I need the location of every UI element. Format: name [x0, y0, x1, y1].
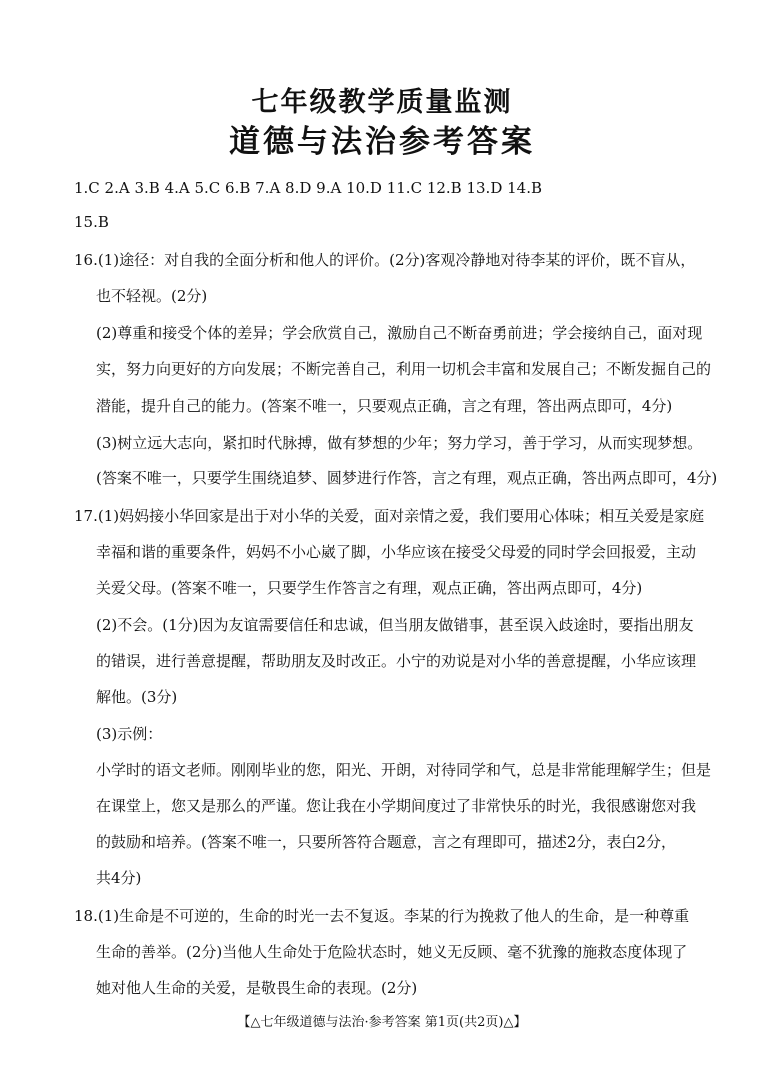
q17-line: 幸福和谐的重要条件，妈妈不小心崴了脚，小华应该在接受父母爱的同时学会回报爱，主动: [96, 543, 697, 561]
q17-line: (3)示例：: [96, 725, 163, 743]
q16-line: (答案不唯一，只要学生围绕追梦、圆梦进行作答，言之有理，观点正确，答出两点即可，4分): [96, 469, 718, 487]
q17-line: 的鼓励和培养。(答案不唯一，只要所答符合题意，言之有理即可，描述2分，表白2分，: [96, 833, 676, 851]
answer-key-title: 道德与法治参考答案: [229, 124, 535, 160]
exam-title: 七年级教学质量监测: [251, 87, 513, 118]
q16-line: 实，努力向更好的方向发展；不断完善自己，利用一切机会丰富和发展自己；不断发掘自己的: [96, 360, 712, 378]
q18-line: 生命的善举。(2分)当他人生命处于危险状态时，她义无反顾、毫不犹豫的施救态度体现了: [96, 943, 688, 961]
q17-line: 共4分): [96, 869, 142, 887]
q17-line: 小学时的语文老师。刚刚毕业的您，阳光、开朗，对待同学和气，总是非常能理解学生；但是: [96, 761, 712, 779]
q16-line: 潜能，提升自己的能力。(答案不唯一，只要观点正确，言之有理，答出两点即可，4分): [96, 397, 673, 415]
choice-answers-row-2: 15.B: [74, 213, 109, 231]
choice-answers-row-1: 1.C 2.A 3.B 4.A 5.C 6.B 7.A 8.D 9.A 10.D 11.C 12.B 13.D 14.B: [74, 179, 542, 197]
q17-line: 解他。(3分): [96, 688, 178, 706]
q16-line: (3)树立远大志向，紧扣时代脉搏，做有梦想的少年；努力学习，善于学习，从而实现梦想。: [96, 434, 703, 452]
q16-line: 也不轻视。(2分): [96, 287, 208, 305]
q17-line: 17.(1)妈妈接小华回家是出于对小华的关爱，面对亲情之爱，我们要用心体味；相互关爱是家庭: [74, 507, 705, 525]
q17-line: 在课堂上，您又是那么的严谨。您让我在小学期间度过了非常快乐的时光，我很感谢您对我: [96, 797, 697, 815]
q17-line: (2)不会。(1分)因为友谊需要信任和忠诚，但当朋友做错事，甚至误入歧途时，要指出朋友: [96, 616, 694, 634]
q16-line: 16.(1)途径：对自我的全面分析和他人的评价。(2分)客观冷静地对待李某的评价，既不盲从，: [74, 251, 696, 269]
page-footer: 【△七年级道德与法治·参考答案 第1页(共2页)△】: [237, 1015, 527, 1030]
q18-line: 她对他人生命的关爱，是敬畏生命的表现。(2分): [96, 979, 418, 997]
q18-line: 18.(1)生命是不可逆的，生命的时光一去不复返。李某的行为挽救了他人的生命，是一种尊重: [74, 907, 690, 925]
q16-line: (2)尊重和接受个体的差异；学会欣赏自己，激励自己不断奋勇前进；学会接纳自己，面对现: [96, 324, 703, 342]
q17-line: 关爱父母。(答案不唯一，只要学生作答言之有理，观点正确，答出两点即可，4分): [96, 579, 643, 597]
q17-line: 的错误，进行善意提醒，帮助朋友及时改正。小宁的劝说是对小华的善意提醒，小华应该理: [96, 652, 697, 670]
